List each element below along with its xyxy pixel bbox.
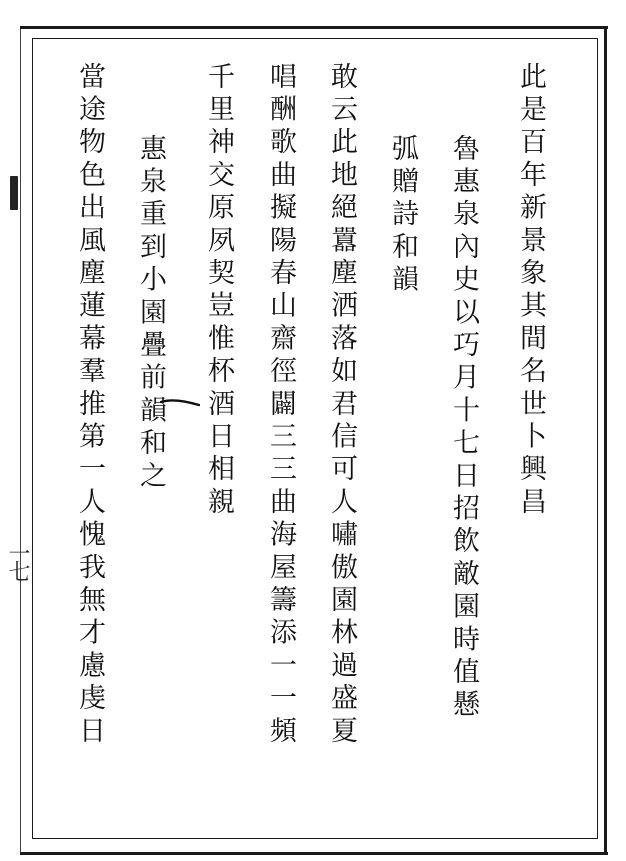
gutter-folio-number: 一七: [5, 542, 30, 578]
text-column-6: 千里神交原夙契豈惟杯酒日相親: [203, 62, 234, 520]
gutter-rule: [20, 26, 21, 855]
ink-stroke-mark: [160, 398, 200, 408]
text-column-5: 唱酬歌曲擬陽春山齋徑闢三三曲海屋籌添一一頻: [265, 62, 296, 749]
bottom-border-inner: [32, 838, 598, 839]
text-column-2: 魯惠泉內史以巧月十七日招飲敵園時值懸: [448, 134, 479, 723]
text-column-3: 弧贈詩和韻: [387, 134, 418, 298]
top-border-outer: [20, 26, 608, 29]
gutter-fishtail-mark: [10, 176, 18, 210]
left-border-inner: [32, 38, 33, 839]
text-column-4: 敢云此地絕囂塵洒落如君信可人嘯傲園林過盛夏: [326, 62, 357, 749]
right-border-inner: [597, 38, 598, 839]
text-column-1: 此是百年新景象其間名世卜興昌: [515, 62, 546, 520]
text-column-7: 惠泉重到小園疊前韻和之: [135, 134, 166, 494]
top-border-inner: [32, 38, 598, 39]
right-border-outer: [604, 26, 607, 855]
bottom-border-outer: [20, 852, 608, 855]
text-column-8: 當途物色出風塵蓮幕羣推第一人愧我無才慮虔日: [74, 62, 105, 749]
